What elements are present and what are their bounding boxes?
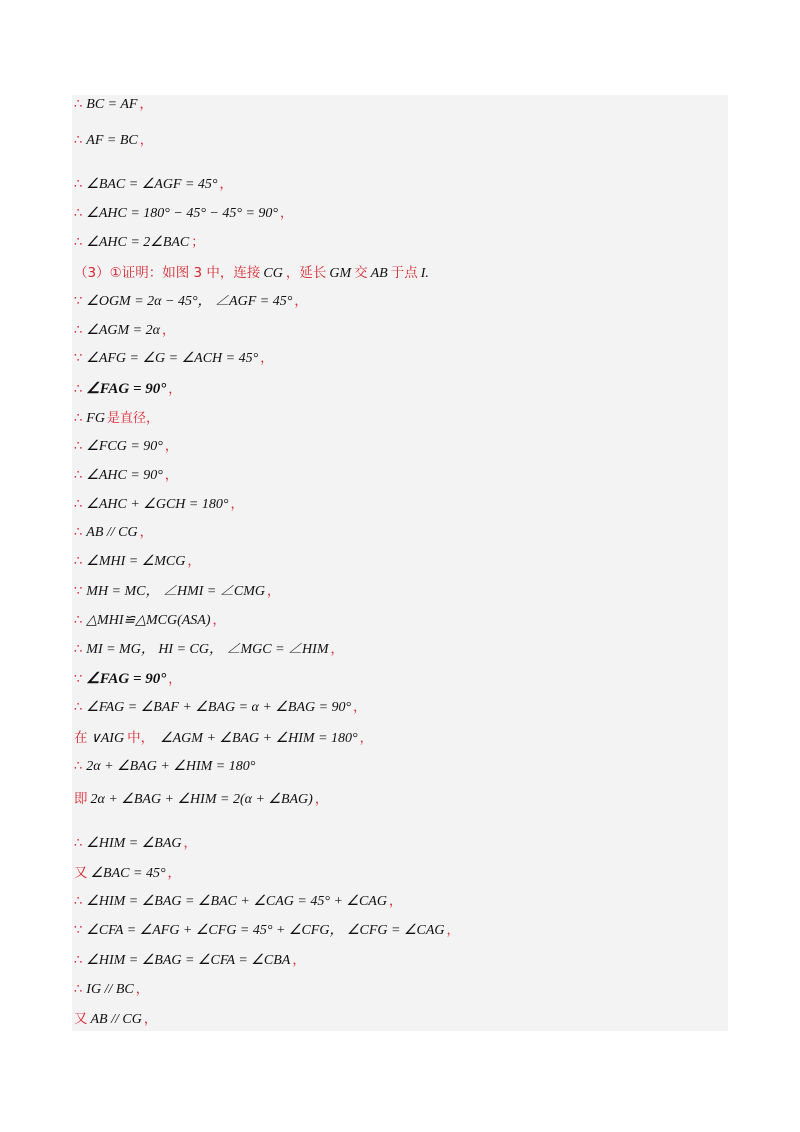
math-expression: ∠HIM = ∠BAG = ∠CFA = ∠CBA [86,953,291,968]
logic-symbol: ∴ [74,613,83,628]
logic-symbol: ∴ [74,497,83,512]
logic-symbol: ∴ [74,759,83,774]
proof-line [74,950,305,972]
proof-line [74,94,152,116]
math-expression: ∠BAC = 45° [90,866,166,881]
logic-symbol: ∵ [74,672,83,687]
proof-line [74,610,226,632]
heading-text: 交 [354,265,368,281]
math-expression: BC = AF [86,97,138,112]
punctuation: ， [167,866,181,881]
logic-symbol: ∴ [74,894,83,909]
math-expression: ∠AFG = ∠G = ∠ACH = 45° [86,351,259,366]
punctuation: ， [139,525,153,540]
punctuation: ， [219,177,233,192]
math-expression: FG [86,411,105,426]
punctuation: ， [161,323,175,338]
punctuation: ， [164,468,178,483]
punctuation: ， [212,613,226,628]
punctuation: ， [143,1012,157,1027]
proof-line [74,378,181,400]
logic-symbol: ∴ [74,554,83,569]
proof-line [74,891,402,913]
proof-line [74,203,293,225]
punctuation: ， [135,982,149,997]
logic-symbol: ∵ [74,294,83,309]
proof-line [74,232,204,254]
math-expression: ∠OGM = 2α − 45°， ∠AGF = 45° [86,294,293,309]
logic-symbol: ∴ [74,642,83,657]
proof-line [74,551,200,573]
connective-word: 在 [74,730,88,746]
math-expression: ∠AHC = 90° [86,468,163,483]
logic-symbol: ∵ [74,351,83,366]
proof-line [74,436,178,458]
math-expression: △MHI≌△MCG(ASA) [86,613,211,628]
punctuation: ， [260,351,274,366]
punctuation: ， [388,894,402,909]
logic-symbol: ∴ [74,525,83,540]
proof-line [74,581,280,603]
punctuation: ， [183,836,197,851]
punctuation: ， [294,294,308,309]
connective-word: 又 [74,1011,88,1027]
logic-symbol: ∴ [74,323,83,338]
heading-text: （3）①证明：如图 3 中，连接 [74,265,261,281]
punctuation: ， [164,439,178,454]
heading-text: 于点 [390,265,418,281]
proof-line [74,262,432,284]
proof-line [74,697,366,719]
math-expression: AF = BC [86,133,138,148]
punctuation: ， [139,133,153,148]
logic-symbol: ∴ [74,700,83,715]
heading-math: I. [420,266,429,281]
proof-line [74,174,233,196]
punctuation: ， [330,642,344,657]
heading-math: CG [263,266,283,281]
math-expression: ∠MHI = ∠MCG [86,554,186,569]
punctuation: ， [168,672,182,687]
proof-line [74,1008,157,1030]
connective-word: 即 [74,791,88,807]
logic-symbol: ∴ [74,133,83,148]
math-expression: MH = MC， ∠HMI = ∠CMG [86,584,265,599]
logic-symbol: ∵ [74,584,83,599]
proof-line [74,494,243,516]
math-expression: ∠FAG = ∠BAF + ∠BAG = α + ∠BAG = 90° [86,700,352,715]
logic-symbol: ∴ [74,468,83,483]
math-expression: ∠BAC = ∠AGF = 45° [86,177,218,192]
proof-line [74,756,255,778]
proof-line [74,522,153,544]
math-expression: ∠FAG = 90° [86,381,167,397]
heading-math: GM [329,266,352,281]
math-expression: ∠AGM = 2α [86,323,160,338]
math-expression: AB // CG [90,1012,142,1027]
math-expression: ∠HIM = ∠BAG [86,836,182,851]
math-expression: ∠CFA = ∠AFG + ∠CFG = 45° + ∠CFG， ∠CFG = ∠CAG [86,923,445,938]
punctuation: ， [292,953,306,968]
proof-line [74,833,197,855]
math-expression: ∠AGM + ∠BAG + ∠HIM = 180° [160,731,358,746]
punctuation: ， [187,554,201,569]
logic-symbol: ∴ [74,382,83,397]
proof-line [74,639,344,661]
punctuation: ， [267,584,281,599]
punctuation: ， [139,97,153,112]
punctuation: ， [168,382,182,397]
proof-line [74,465,178,487]
punctuation: ， [353,700,367,715]
proof-line [74,727,373,749]
math-expression: ∠AHC + ∠GCH = 180° [86,497,229,512]
math-expression: ∠AHC = 180° − 45° − 45° = 90° [86,206,279,221]
math-expression: ∠HIM = ∠BAG = ∠BAC + ∠CAG = 45° + ∠CAG [86,894,387,909]
proof-line [74,130,153,152]
math-expression: 2α + ∠BAG + ∠HIM = 2(α + ∠BAG) [90,792,313,807]
proof-line [74,979,149,1001]
math-expression: ∠FCG = 90° [86,439,163,454]
proof-line [74,788,328,810]
punctuation: ， [280,206,294,221]
logic-symbol: ∴ [74,235,83,250]
logic-symbol: ∴ [74,177,83,192]
logic-symbol: ∴ [74,411,83,426]
punctuation: ， [230,497,244,512]
punctuation: ， [359,731,373,746]
proof-line [74,320,175,342]
connective-word: 又 [74,865,88,881]
logic-symbol: ∴ [74,836,83,851]
logic-symbol: ∵ [74,923,83,938]
math-expression: ∠AHC = 2∠BAC [86,235,190,250]
punctuation: ， [314,792,328,807]
logic-symbol: ∴ [74,97,83,112]
proof-line [74,862,181,884]
math-expression: 2α + ∠BAG + ∠HIM = 180° [86,759,256,774]
logic-symbol: ∴ [74,953,83,968]
proof-line [74,668,181,690]
punctuation: 是直径， [106,411,159,426]
heading-math: AB [370,266,388,281]
proof-line [74,291,307,313]
connective-word: 中， [127,730,155,746]
math-expression: IG // BC [86,982,134,997]
proof-line [74,920,460,942]
proof-line [74,348,273,370]
proof-line [74,408,159,430]
logic-symbol: ∴ [74,439,83,454]
punctuation: ， [446,923,460,938]
math-expression: AB // CG [86,525,138,540]
heading-text: ，延长 [285,265,327,281]
logic-symbol: ∴ [74,982,83,997]
punctuation: ； [191,235,205,250]
math-expression: MI = MG， HI = CG， ∠MGC = ∠HIM [86,642,329,657]
math-expression: ∨AIG [90,731,125,746]
math-expression: ∠FAG = 90° [86,671,167,687]
logic-symbol: ∴ [74,206,83,221]
